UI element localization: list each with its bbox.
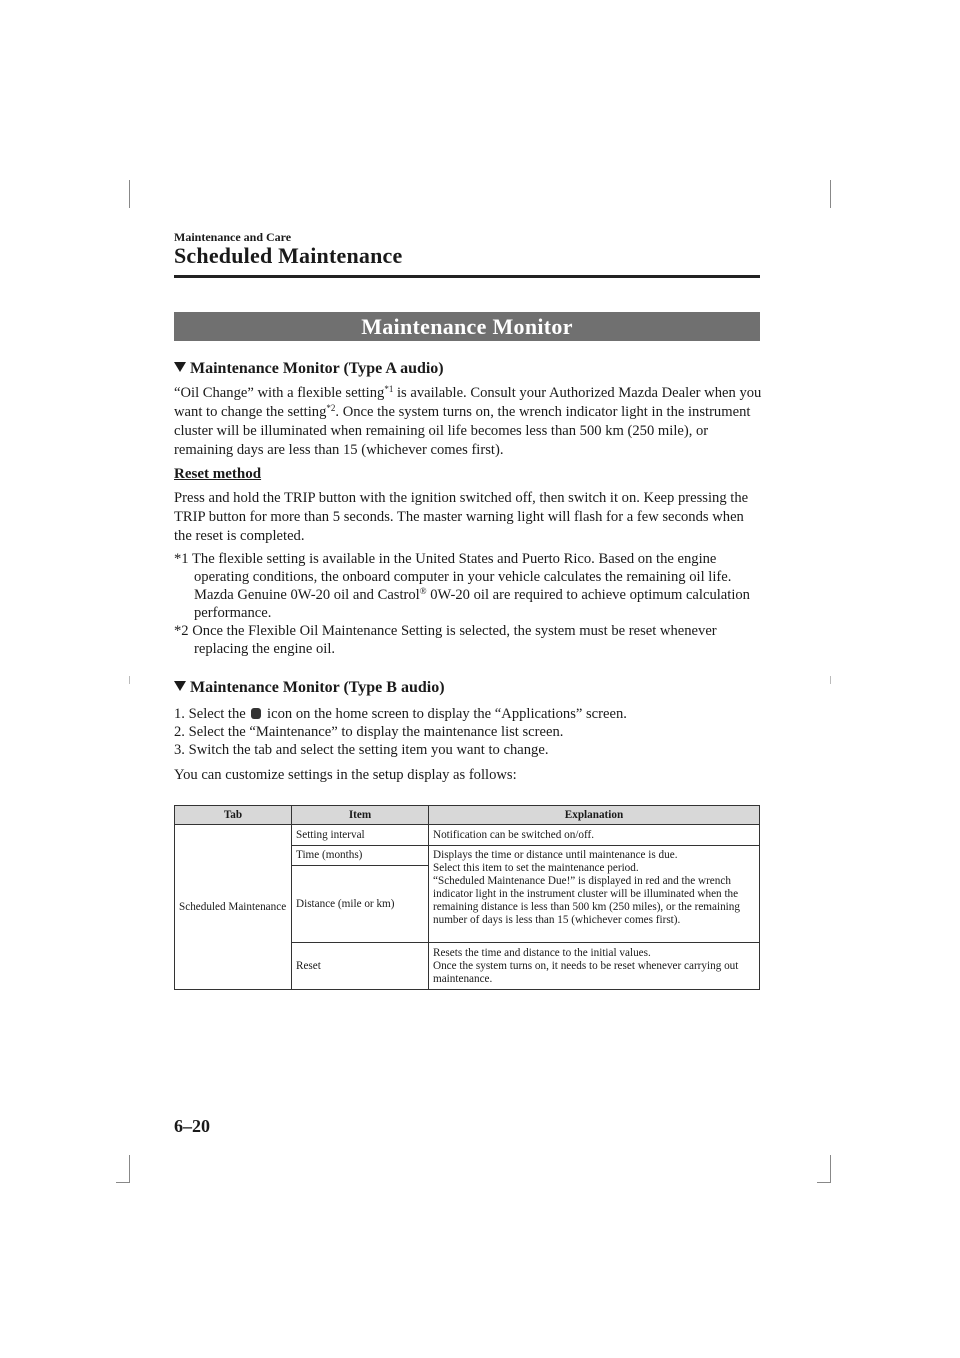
center-tick	[129, 676, 130, 684]
col-header-tab: Tab	[175, 806, 292, 825]
footnote-ref-2: *2	[326, 403, 336, 413]
type-a-intro: “Oil Change” with a flexible setting$^{*1}$ is available. Consult your Authorized Mazda Dealer when you want to change the setting$^{*2}$. Once the system turns on, the wrench indicator light in the instrument cluster will be illuminated when remaining oil life becomes less than 500 km (250 mile), or remaining days are less than 15 (whichever comes first).	[174, 384, 762, 458]
page-title: Scheduled Maintenance	[174, 243, 403, 268]
explanation-cell: Notification can be switched on/off.	[429, 825, 760, 846]
step-3: 3. Switch the tab and select the setting item you want to change.	[174, 742, 549, 758]
page-number: 6–20	[174, 1116, 210, 1136]
crop-mark	[129, 1155, 130, 1183]
applications-icon	[251, 708, 261, 719]
col-header-explanation: Explanation	[429, 806, 760, 825]
subheading-type-b: Maintenance Monitor (Type B audio)	[174, 679, 445, 697]
section-label: Maintenance and Care	[174, 230, 292, 244]
settings-table	[174, 805, 760, 990]
center-tick	[830, 676, 831, 684]
triangle-bullet-icon	[174, 362, 186, 372]
item-cell: Distance (mile or km)	[292, 866, 429, 943]
crop-mark	[817, 1182, 831, 1183]
table-header-row	[175, 806, 760, 825]
footnote-1: *1 The flexible setting is available in the United States and Puerto Rico. Based on the engine operating conditions, the onboard computer in your vehicle calculates the remaining oil life. Mazda Genuine 0W-20 oil and Castrol® 0W-20 oil are required to achieve optimum calculation performance.	[174, 551, 750, 621]
tab-cell: Scheduled Maintenance	[175, 825, 292, 990]
subheading-type-a: Maintenance Monitor (Type A audio)	[174, 360, 444, 378]
item-cell: Reset	[292, 943, 429, 990]
table-row	[175, 825, 760, 846]
crop-mark	[129, 180, 130, 208]
triangle-bullet-icon	[174, 681, 186, 691]
explanation-cell: Displays the time or distance until maintenance is due. Select this item to set the maintenance period. “Scheduled Maintenance Due!” is displayed in red and the wrench indicator light in the instrument cluster will be illuminated when the remaining distance is less than 500 km (250 miles), or the remaining number of days is less than 15 (whichever comes first).	[429, 846, 760, 943]
step-2: 2. Select the “Maintenance” to display the maintenance list screen.	[174, 724, 564, 740]
step-1: 1. Select the icon on the home screen to display the “Applications” screen.	[174, 706, 627, 722]
item-cell: Time (months)	[292, 846, 429, 866]
footnote-ref-1: *1	[384, 384, 394, 394]
crop-mark	[830, 180, 831, 208]
explanation-cell: Resets the time and distance to the initial values. Once the system turns on, it needs to be reset whenever carrying out maintenance.	[429, 943, 760, 990]
reset-method-heading: Reset method	[174, 466, 262, 482]
crop-mark	[830, 1155, 831, 1183]
reset-method-text: Press and hold the TRIP button with the ignition switched off, then switch it on. Keep pressing the TRIP button for more than 5 seconds. The master warning light will flash for a few seconds when the reset is completed.	[174, 490, 749, 544]
footnote-2: *2 Once the Flexible Oil Maintenance Setting is selected, the system must be reset whenever replacing the engine oil.	[174, 623, 717, 657]
customize-intro: You can customize settings in the setup display as follows:	[174, 767, 517, 783]
crop-mark	[116, 1182, 130, 1183]
col-header-item: Item	[292, 806, 429, 825]
item-cell: Setting interval	[292, 825, 429, 846]
banner-heading: Maintenance Monitor	[174, 312, 760, 341]
title-rule	[174, 275, 760, 278]
